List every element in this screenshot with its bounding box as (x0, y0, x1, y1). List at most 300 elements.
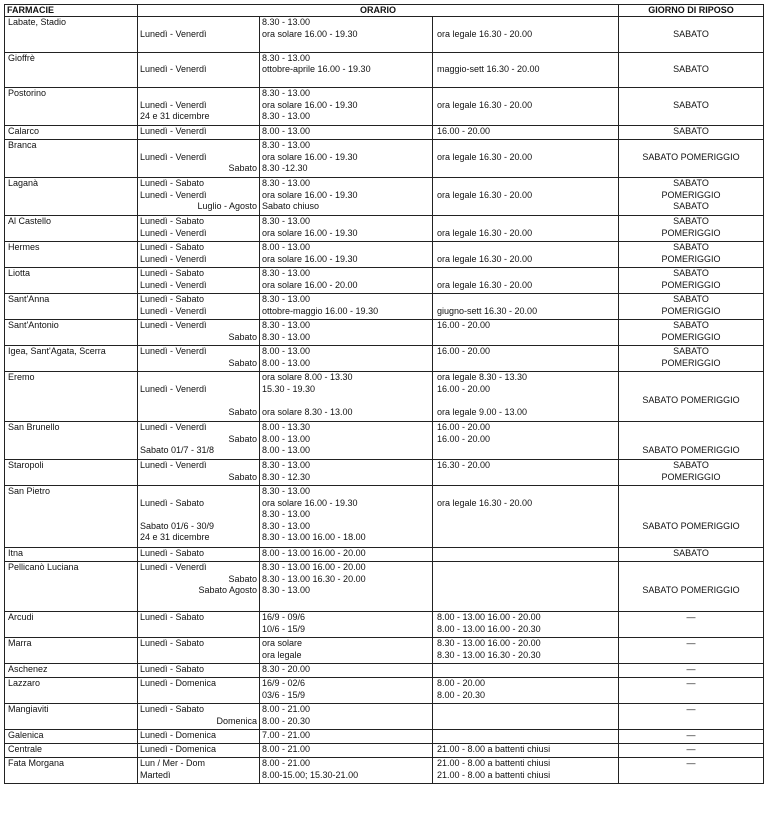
hours-cell-line: 8.30 - 13.00 (262, 320, 311, 330)
days-cell (138, 372, 260, 422)
rest-day-cell-line (621, 624, 761, 636)
days-cell-line: Lunedì - Sabato (140, 216, 205, 226)
rest-day-cell-line: SABATO (673, 126, 709, 136)
extra-hours-cell-line (435, 88, 616, 100)
pharmacy-name: Arcudi (5, 612, 138, 638)
pharmacy-name: Centrale (5, 744, 138, 758)
header-row (5, 5, 764, 17)
extra-hours-cell (433, 638, 619, 664)
days-cell-line: 24 e 31 dicembre (140, 111, 210, 121)
hours-cell-line: 8.00 - 13.00 (262, 242, 311, 252)
rest-day-cell-line (621, 372, 761, 384)
extra-hours-cell (433, 268, 619, 294)
pharmacy-name: Gioffrè (5, 52, 138, 88)
rest-day-cell (619, 126, 764, 140)
extra-hours-cell-line: giugno-sett 16.30 - 20.00 (437, 305, 538, 316)
rest-day-cell-line (621, 690, 761, 702)
hours-cell-line: 7.00 - 21.00 (262, 730, 311, 740)
rest-day-cell (619, 638, 764, 664)
rest-day-cell-line: — (686, 678, 696, 688)
days-cell-line: Lunedì - Domenica (140, 730, 217, 740)
extra-hours-cell-line (435, 562, 616, 574)
hours-cell (260, 562, 433, 612)
extra-hours-cell (433, 346, 619, 372)
rest-day-cell-line (621, 486, 761, 498)
hours-cell-line: 8.00 - 13.00 (262, 126, 311, 136)
rest-day-cell (619, 320, 764, 346)
days-cell-line: Sabato (228, 163, 257, 173)
table-row (5, 548, 764, 562)
hours-cell-line (262, 395, 430, 407)
pharmacy-name: Mangiaviti (5, 704, 138, 730)
days-cell-line (140, 624, 257, 636)
rest-day-cell-line (621, 163, 761, 175)
rest-day-cell-line (621, 88, 761, 100)
hours-cell-line: 8.30 - 13.00 (262, 140, 311, 150)
extra-hours-cell-line: ora legale 16.30 - 20.00 (437, 253, 533, 264)
extra-hours-cell (433, 744, 619, 758)
hours-cell-line: ora solare 16.00 - 20.00 (262, 279, 358, 290)
rest-day-cell (619, 730, 764, 744)
rest-day-cell-line: — (686, 704, 696, 714)
days-cell (138, 320, 260, 346)
rest-day-cell-line: SABATO (673, 216, 709, 226)
hours-cell-line: ora solare (262, 638, 303, 648)
hours-cell (260, 678, 433, 704)
extra-hours-cell-line (435, 574, 616, 586)
rest-day-cell (619, 268, 764, 294)
days-cell (138, 638, 260, 664)
extra-hours-cell (433, 126, 619, 140)
extra-hours-cell-line (435, 294, 616, 306)
days-cell-line (140, 17, 257, 29)
days-cell (138, 758, 260, 784)
hours-cell-line (262, 40, 430, 52)
days-cell (138, 126, 260, 140)
rest-day-cell-line (621, 40, 761, 52)
rest-day-cell (619, 88, 764, 126)
extra-hours-cell-line: ora legale 16.30 - 20.00 (437, 227, 533, 238)
days-cell-line: Luglio - Agosto (197, 201, 257, 211)
hours-cell-line: 8.30 - 12.30 (262, 471, 311, 482)
hours-cell-line: 16/9 - 02/6 (262, 678, 306, 688)
rest-day-cell-line: POMERIGGIO (661, 357, 721, 368)
extra-hours-cell-line (435, 178, 616, 190)
hours-cell-line: 15.30 - 19.30 (262, 383, 316, 394)
rest-day-cell-line: — (686, 744, 696, 754)
extra-hours-cell-line: 8.00 - 20.00 (437, 678, 486, 688)
days-cell (138, 178, 260, 216)
days-cell-line: Lunedì - Venerdì (140, 151, 207, 162)
days-cell-line: Lunedì - Venerdì (140, 227, 207, 238)
rest-day-cell-line: — (686, 730, 696, 740)
pharmacy-schedule-document (4, 4, 763, 815)
hours-cell-line: 03/6 - 15/9 (262, 689, 306, 700)
hours-cell-line: 8.30 - 13.00 (262, 585, 311, 595)
rest-day-cell-line (621, 574, 761, 586)
extra-hours-cell-line: ora legale 16.30 - 20.00 (437, 189, 533, 200)
days-cell (138, 664, 260, 678)
hours-cell (260, 422, 433, 460)
rest-day-cell (619, 17, 764, 53)
hours-cell (260, 268, 433, 294)
hours-cell-line: 8.00 - 13.00 (262, 445, 311, 455)
days-cell-line: Lunedì - Venerdì (140, 28, 207, 39)
pharmacy-name: Branca (5, 140, 138, 178)
hours-cell-line: ora solare 8.30 - 13.00 (262, 406, 353, 417)
days-cell-line: Lunedì - Sabato (140, 664, 205, 674)
days-cell-line: Lunedì - Sabato (140, 178, 205, 188)
rest-day-cell-line: POMERIGGIO (661, 331, 721, 342)
rest-day-cell (619, 548, 764, 562)
rest-day-cell-line: POMERIGGIO (661, 279, 721, 290)
extra-hours-cell (433, 704, 619, 730)
extra-hours-cell-line: 8.00 - 13.00 16.00 - 20.30 (437, 623, 541, 634)
hours-cell (260, 730, 433, 744)
table-row (5, 346, 764, 372)
rest-day-cell-line: SABATO (673, 460, 709, 470)
extra-hours-cell-line: maggio-sett 16.30 - 20.00 (437, 64, 540, 74)
rest-day-cell-line: POMERIGGIO (661, 189, 721, 200)
hours-cell (260, 744, 433, 758)
days-cell (138, 548, 260, 562)
table-row (5, 52, 764, 88)
hours-cell-line (262, 597, 430, 609)
days-cell-line: Lunedì - Sabato (140, 294, 205, 304)
extra-hours-cell (433, 17, 619, 53)
hours-cell-line: 8.30 -12.30 (262, 163, 308, 173)
hours-cell (260, 216, 433, 242)
hours-cell (260, 486, 433, 548)
days-cell-line: Lunedì - Venerdì (140, 305, 207, 316)
rest-day-cell-line: SABATO (673, 268, 709, 278)
extra-hours-cell-line: 16.00 - 20.00 (437, 422, 491, 432)
rest-day-cell-line: — (686, 758, 696, 768)
days-cell (138, 744, 260, 758)
extra-hours-cell-line (435, 730, 616, 742)
days-cell (138, 422, 260, 460)
header-giorno-di-riposo: GIORNO DI RIPOSO (619, 5, 764, 17)
extra-hours-cell-line: 16.00 - 20.00 (437, 346, 491, 356)
pharmacy-name: Al Castello (5, 216, 138, 242)
rest-day-cell-line (621, 53, 761, 65)
extra-hours-cell-line: 21.00 - 8.00 a battenti chiusi (437, 744, 551, 754)
days-cell-line: Lunedì - Venerdì (140, 346, 207, 356)
rest-day-cell (619, 140, 764, 178)
schedule-table (4, 4, 764, 784)
pharmacy-name: San Pietro (5, 486, 138, 548)
rest-day-cell-line: SABATO POMERIGGIO (642, 395, 740, 405)
table-row (5, 704, 764, 730)
days-cell-line: Lunedì - Venerdì (140, 422, 207, 432)
rest-day-cell (619, 744, 764, 758)
extra-hours-cell (433, 562, 619, 612)
pharmacy-name: Liotta (5, 268, 138, 294)
rest-day-cell-line (621, 562, 761, 574)
extra-hours-cell-line (435, 242, 616, 254)
hours-cell-line: 8.00 - 20.30 (262, 715, 311, 726)
hours-cell-line: 8.00 - 21.00 (262, 758, 311, 768)
days-cell (138, 678, 260, 704)
rest-day-cell-line (621, 17, 761, 29)
hours-cell-line: 8.30 - 13.00 (262, 111, 311, 121)
days-cell-line (140, 650, 257, 662)
hours-cell-line: ora solare 16.00 - 19.30 (262, 189, 358, 200)
table-row (5, 88, 764, 126)
extra-hours-cell-line: 8.00 - 20.30 (437, 689, 486, 700)
pharmacy-name: Postorino (5, 88, 138, 126)
days-cell-line: Lunedì - Sabato (140, 612, 205, 622)
hours-cell (260, 664, 433, 678)
days-cell-line (140, 597, 257, 609)
hours-cell (260, 88, 433, 126)
days-cell-line: Lunedì - Domenica (140, 744, 217, 754)
hours-cell-line: 8.00 - 13.00 (262, 433, 311, 444)
rest-day-cell-line (621, 498, 761, 510)
extra-hours-cell (433, 664, 619, 678)
rest-day-cell-line: — (686, 664, 696, 674)
hours-cell-line: 8.00 - 13.30 (262, 422, 311, 432)
extra-hours-cell-line (435, 597, 616, 609)
days-cell-line: Lunedì - Sabato (140, 268, 205, 278)
extra-hours-cell-line (435, 216, 616, 228)
table-row (5, 268, 764, 294)
extra-hours-cell-line (435, 445, 616, 457)
rest-day-cell (619, 178, 764, 216)
hours-cell-line: 8.30 - 13.00 (262, 294, 311, 304)
extra-hours-cell (433, 320, 619, 346)
rest-day-cell (619, 294, 764, 320)
days-cell-line (140, 486, 257, 498)
rest-day-cell-line: SABATO POMERIGGIO (642, 520, 740, 531)
days-cell-line (140, 372, 257, 384)
table-row (5, 422, 764, 460)
extra-hours-cell-line (435, 358, 616, 370)
rest-day-cell-line: SABATO (673, 294, 709, 304)
extra-hours-cell-line: ora legale 16.30 - 20.00 (437, 151, 533, 162)
extra-hours-cell-line: ora legale 9.00 - 13.00 (437, 406, 528, 417)
extra-hours-cell (433, 460, 619, 486)
extra-hours-cell-line: 16.00 - 20.00 (437, 126, 491, 136)
hours-cell (260, 178, 433, 216)
days-cell-line: Lunedì - Sabato (140, 548, 205, 558)
rest-day-cell-line (621, 111, 761, 123)
rest-day-cell-line (621, 650, 761, 662)
days-cell-line: Sabato (228, 331, 257, 342)
table-row (5, 242, 764, 268)
extra-hours-cell-line (435, 332, 616, 344)
hours-cell-line: 8.00 - 21.00 (262, 704, 311, 714)
days-cell (138, 242, 260, 268)
extra-hours-cell-line (435, 201, 616, 213)
hours-cell-line: 8.30 - 13.00 (262, 520, 311, 531)
hours-cell (260, 320, 433, 346)
days-cell (138, 268, 260, 294)
extra-hours-cell (433, 372, 619, 422)
table-row (5, 744, 764, 758)
extra-hours-cell-line (435, 664, 616, 676)
extra-hours-cell-line (435, 40, 616, 52)
extra-hours-cell (433, 548, 619, 562)
hours-cell (260, 242, 433, 268)
days-cell (138, 17, 260, 53)
hours-cell (260, 372, 433, 422)
days-cell-line: Lunedì - Venerdì (140, 99, 207, 110)
hours-cell-line: 8.30 - 13.00 (262, 216, 311, 226)
extra-hours-cell-line (435, 111, 616, 123)
days-cell-line: Lunedì - Sabato (140, 242, 205, 252)
rest-day-cell (619, 460, 764, 486)
hours-cell-line: ottobre-maggio 16.00 - 19.30 (262, 305, 379, 316)
days-cell (138, 346, 260, 372)
days-cell-line: Lunedì - Sabato (140, 497, 205, 508)
pharmacy-name: Galenica (5, 730, 138, 744)
rest-day-cell-line: SABATO (673, 346, 709, 356)
hours-cell-line: 8.30 - 13.00 16.30 - 20.00 (262, 573, 366, 584)
header-farmacie: FARMACIE (5, 5, 138, 17)
rest-day-cell (619, 242, 764, 268)
rest-day-cell-line (621, 597, 761, 609)
rest-day-cell-line: SABATO (673, 64, 709, 74)
hours-cell-line (262, 76, 430, 88)
days-cell-line (140, 395, 257, 407)
days-cell-line: Lunedì - Venerdì (140, 126, 207, 136)
extra-hours-cell-line: ora legale 8.30 - 13.30 (437, 372, 528, 382)
days-cell-line: Lunedì - Sabato (140, 704, 205, 714)
extra-hours-cell-line (435, 486, 616, 498)
days-cell-line: Sabato (228, 433, 257, 444)
hours-cell-line: 8.00-15.00; 15.30-21.00 (262, 769, 359, 780)
rest-day-cell-line: — (686, 638, 696, 648)
extra-hours-cell-line: ora legale 16.30 - 20.00 (437, 99, 533, 110)
extra-hours-cell (433, 216, 619, 242)
days-cell (138, 294, 260, 320)
table-row (5, 178, 764, 216)
hours-cell-line: 8.00 - 13.00 16.00 - 20.00 (262, 548, 366, 558)
extra-hours-cell (433, 178, 619, 216)
rest-day-cell (619, 486, 764, 548)
days-cell-line (140, 690, 257, 702)
extra-hours-cell (433, 678, 619, 704)
days-cell-line (140, 140, 257, 152)
days-cell-line: Sabato (228, 471, 257, 482)
hours-cell-line: 8.30 - 13.00 (262, 460, 311, 470)
days-cell-line (140, 76, 257, 88)
hours-cell-line: ora solare 16.00 - 19.30 (262, 151, 358, 162)
days-cell-line: Lunedì - Venerdì (140, 383, 207, 394)
hours-cell-line: ora legale (262, 649, 302, 660)
hours-cell-line: 10/6 - 15/9 (262, 623, 306, 634)
hours-cell-line: 8.30 - 13.00 (262, 331, 311, 342)
pharmacy-name: Hermes (5, 242, 138, 268)
days-cell-line (140, 88, 257, 100)
header-orario: ORARIO (138, 5, 619, 17)
days-cell-line (140, 53, 257, 65)
pharmacy-name: San Brunello (5, 422, 138, 460)
rest-day-cell-line: SABATO (673, 242, 709, 252)
pharmacy-name: Pellicanò Luciana (5, 562, 138, 612)
extra-hours-cell-line (435, 509, 616, 521)
table-row (5, 294, 764, 320)
rest-day-cell-line: SABATO POMERIGGIO (642, 151, 740, 162)
extra-hours-cell-line (435, 704, 616, 716)
extra-hours-cell-line: ora legale 16.30 - 20.00 (437, 28, 533, 39)
hours-cell-line: 8.30 - 13.00 (262, 268, 311, 278)
table-row (5, 730, 764, 744)
days-cell-line: Lunedì - Sabato (140, 638, 205, 648)
pharmacy-name: Sant'Anna (5, 294, 138, 320)
extra-hours-cell-line (435, 532, 616, 544)
table-row (5, 758, 764, 784)
rest-day-cell-line: POMERIGGIO (661, 471, 721, 482)
hours-cell (260, 612, 433, 638)
hours-cell-line: ora solare 16.00 - 19.30 (262, 28, 358, 39)
extra-hours-cell-line: 8.00 - 13.00 16.00 - 20.00 (437, 612, 541, 622)
hours-cell (260, 294, 433, 320)
extra-hours-cell (433, 52, 619, 88)
extra-hours-cell (433, 486, 619, 548)
rest-day-cell-line (621, 532, 761, 544)
rest-day-cell-line (621, 140, 761, 152)
extra-hours-cell-line: ora legale 16.30 - 20.00 (437, 497, 533, 508)
extra-hours-cell-line: ora legale 16.30 - 20.00 (437, 279, 533, 290)
extra-hours-cell-line (435, 76, 616, 88)
hours-cell-line: 8.00 - 13.00 (262, 346, 311, 356)
rest-day-cell-line (621, 407, 761, 419)
rest-day-cell (619, 346, 764, 372)
pharmacy-name: Sant'Antonio (5, 320, 138, 346)
rest-day-cell-line: SABATO (673, 320, 709, 330)
days-cell-line: Lunedì - Venerdì (140, 189, 207, 200)
rest-day-cell (619, 612, 764, 638)
extra-hours-cell-line (435, 521, 616, 533)
extra-hours-cell (433, 758, 619, 784)
pharmacy-name: Staropoli (5, 460, 138, 486)
days-cell-line: Lunedì - Venerdì (140, 562, 207, 572)
hours-cell-line: ottobre-aprile 16.00 - 19.30 (262, 64, 371, 74)
table-row (5, 320, 764, 346)
hours-cell-line: 8.30 - 13.00 (262, 88, 311, 98)
extra-hours-cell (433, 730, 619, 744)
pharmacy-name: Labate, Stadio (5, 17, 138, 53)
hours-cell-line: Sabato chiuso (262, 201, 320, 211)
days-cell-line: Sabato (228, 573, 257, 584)
rest-day-cell (619, 758, 764, 784)
days-cell-line: Lunedì - Venerdì (140, 279, 207, 290)
extra-hours-cell-line: 16.00 - 20.00 (437, 383, 491, 394)
pharmacy-name: Eremo (5, 372, 138, 422)
rest-day-cell-line (621, 434, 761, 446)
days-cell (138, 460, 260, 486)
hours-cell-line: ora solare 8.00 - 13.30 (262, 372, 353, 382)
hours-cell (260, 126, 433, 140)
days-cell (138, 730, 260, 744)
table-row (5, 126, 764, 140)
hours-cell (260, 17, 433, 53)
rest-day-cell-line: SABATO (673, 201, 709, 211)
extra-hours-cell-line (435, 472, 616, 484)
hours-cell-line: 8.30 - 13.00 (262, 486, 311, 496)
rest-day-cell (619, 562, 764, 612)
hours-cell-line: 8.00 - 13.00 (262, 357, 311, 368)
rest-day-cell-line: POMERIGGIO (661, 253, 721, 264)
table-row (5, 664, 764, 678)
pharmacy-name: Itna (5, 548, 138, 562)
hours-cell-line: 8.00 - 21.00 (262, 744, 311, 754)
extra-hours-cell-line: 21.00 - 8.00 a battenti chiusi (437, 758, 551, 768)
days-cell-line: Sabato 01/6 - 30/9 (140, 520, 215, 531)
days-cell-line: Martedì (140, 769, 171, 780)
